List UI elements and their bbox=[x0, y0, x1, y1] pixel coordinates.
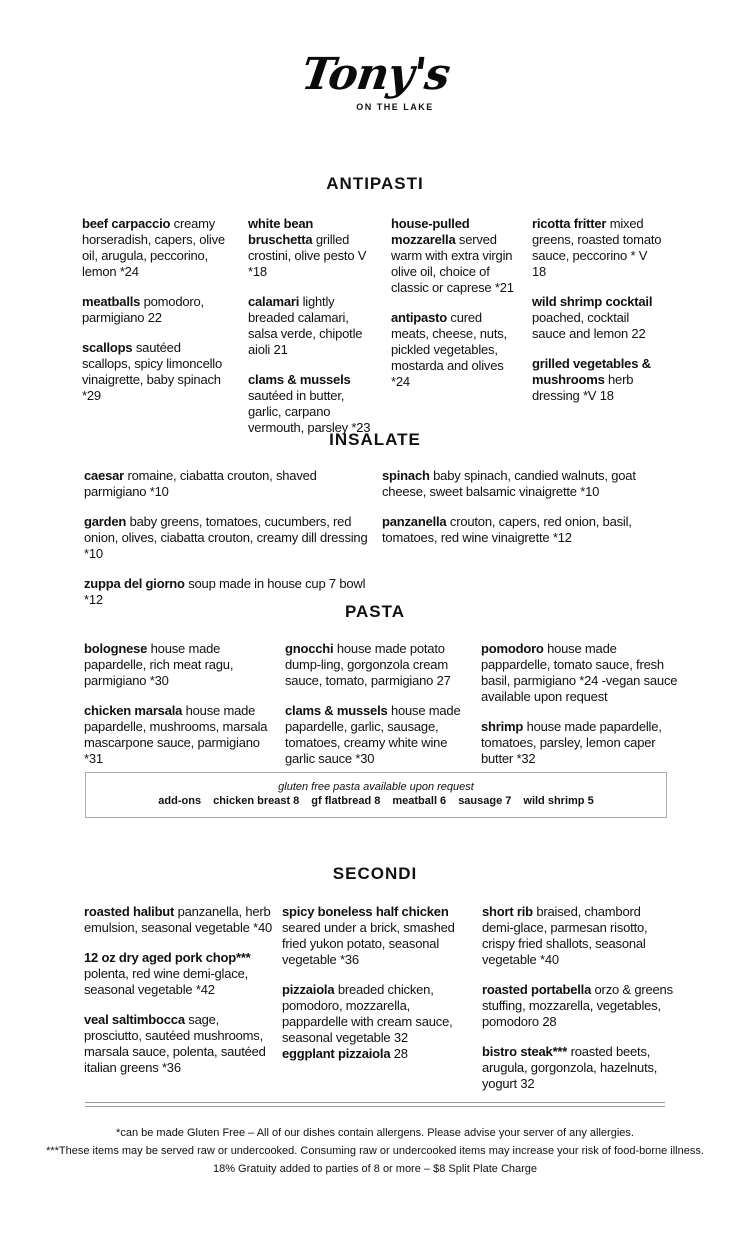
menu-item bbox=[282, 904, 472, 968]
menu-item bbox=[482, 1044, 674, 1092]
menu-item bbox=[82, 340, 232, 404]
addon-item: wild shrimp 5 bbox=[523, 795, 594, 807]
menu-item-name: calamari bbox=[248, 294, 300, 309]
menu-item-name: clams & mussels bbox=[285, 703, 388, 718]
menu-item-name: garden bbox=[84, 514, 127, 529]
footer-rule-top bbox=[85, 1102, 665, 1103]
menu-item-name: caesar bbox=[84, 468, 125, 483]
menu-item bbox=[82, 294, 232, 326]
addon-item: gf flatbread 8 bbox=[311, 795, 381, 807]
menu-item-description: house made papardelle, tomatoes, parsley, lemon caper butter *32 bbox=[481, 719, 662, 766]
gluten-free-note: gluten free pasta available upon request bbox=[278, 781, 474, 793]
menu-item bbox=[282, 982, 472, 1046]
menu-item bbox=[382, 514, 667, 546]
menu-item-name: short rib bbox=[482, 904, 533, 919]
menu-item-description: orzo & greens stuffing, mozzarella, vegetables, pomodoro 28 bbox=[482, 982, 673, 1029]
menu-item-description: herb dressing *V 18 bbox=[532, 372, 634, 403]
menu-item-name: spicy boneless half chicken bbox=[282, 904, 449, 919]
menu-item bbox=[482, 904, 674, 968]
menu-item bbox=[248, 372, 380, 436]
footer-line-1: *can be made Gluten Free – All of our dishes contain allergens. Please advise your server of any allergies. bbox=[116, 1127, 634, 1139]
menu-item-description: house made papardelle, rich meat ragu, parmigiano *30 bbox=[84, 641, 234, 688]
secondi-col-2 bbox=[282, 904, 472, 1076]
menu-item bbox=[285, 703, 475, 767]
menu-item-name: zuppa del giorno bbox=[84, 576, 185, 591]
menu-item-name: eggplant pizzaiola bbox=[282, 1046, 391, 1061]
section-title-secondi: SECONDI bbox=[332, 864, 418, 883]
menu-item-name: gnocchi bbox=[285, 641, 334, 656]
menu-item-description: braised, chambord demi-glace, parmesan risotto, crispy fried shallots, seasonal vegetable *40 bbox=[482, 904, 648, 967]
menu-item-name: white bean bruschetta bbox=[248, 216, 314, 247]
menu-item bbox=[84, 904, 274, 936]
menu-item-name: shrimp bbox=[481, 719, 524, 734]
menu-item-description: lightly breaded calamari, salsa verde, chipotle aioli 21 bbox=[248, 294, 363, 357]
menu-item-description: pomodoro, parmigiano 22 bbox=[82, 294, 204, 325]
antipasti-col-4 bbox=[532, 216, 662, 418]
menu-item-description: mixed greens, roasted tomato sauce, peccorino * V 18 bbox=[532, 216, 662, 279]
pasta-col-3 bbox=[481, 641, 681, 781]
logo bbox=[0, 49, 750, 112]
logo-subtitle: ON THE LAKE bbox=[356, 102, 434, 112]
menu-item bbox=[285, 641, 475, 689]
menu-item-name: house-pulled mozzarella bbox=[391, 216, 470, 247]
footer-rule-bottom bbox=[85, 1106, 665, 1107]
menu-item-description: seared under a brick, smashed fried yukon potato, seasonal vegetable *36 bbox=[282, 920, 455, 967]
menu-item bbox=[84, 1012, 274, 1076]
antipasti-col-3 bbox=[391, 216, 523, 404]
menu-item-name: bolognese bbox=[84, 641, 148, 656]
menu-item-description: polenta, red wine demi-glace, seasonal vegetable *42 bbox=[84, 966, 249, 997]
menu-item bbox=[532, 356, 662, 404]
menu-item-name: pizzaiola bbox=[282, 982, 335, 997]
addon-item: add-ons bbox=[158, 795, 202, 807]
menu-item-name: meatballs bbox=[82, 294, 141, 309]
menu-item-name: roasted halibut bbox=[84, 904, 175, 919]
menu-item bbox=[84, 641, 274, 689]
addons-box bbox=[85, 772, 667, 818]
menu-item bbox=[532, 216, 662, 280]
insalate-col-1 bbox=[84, 468, 372, 622]
menu-item-name: chicken marsala bbox=[84, 703, 183, 718]
menu-item bbox=[391, 216, 523, 296]
section-title-antipasti: ANTIPASTI bbox=[326, 174, 424, 193]
menu-item-name: spinach bbox=[382, 468, 430, 483]
menu-item-description: sautéed in butter, garlic, carpano vermouth, parsley *23 bbox=[248, 388, 371, 435]
secondi-col-3 bbox=[482, 904, 674, 1106]
menu-item bbox=[84, 468, 372, 500]
menu-item-description: sautéed scallops, spicy limoncello vinaigrette, baby spinach *29 bbox=[82, 340, 223, 403]
menu-item bbox=[248, 294, 380, 358]
menu-item-description: creamy horseradish, capers, olive oil, arugula, peccorino, lemon *24 bbox=[82, 216, 225, 279]
menu-item bbox=[84, 950, 274, 998]
antipasti-col-1 bbox=[82, 216, 232, 418]
addon-item: chicken breast 8 bbox=[213, 795, 300, 807]
menu-item-description: crouton, capers, red onion, basil, tomatoes, red wine vinaigrette *12 bbox=[382, 514, 632, 545]
logo-name: Tony's bbox=[298, 49, 453, 100]
menu-item-description: house made pappardelle, tomato sauce, fresh basil, parmigiano *24 -vegan sauce available upon request bbox=[481, 641, 678, 704]
menu-item-description: house made papardelle, garlic, sausage, tomatoes, creamy white wine garlic sauce *30 bbox=[285, 703, 461, 766]
menu-item-name: ricotta fritter bbox=[532, 216, 607, 231]
menu-item-description: house made potato dump-ling, gorgonzola cream sauce, tomato, parmigiano 27 bbox=[285, 641, 451, 688]
menu-item bbox=[84, 514, 372, 562]
menu-item bbox=[382, 468, 667, 500]
menu-item-description: panzanella, herb emulsion, seasonal vegetable *40 bbox=[84, 904, 273, 935]
menu-item-name: wild shrimp cocktail bbox=[532, 294, 653, 309]
menu-item-description: house made papardelle, mushrooms, marsala mascarpone sauce, parmigiano *31 bbox=[84, 703, 268, 766]
menu-item-description: baby greens, tomatoes, cucumbers, red onion, olives, ciabatta crouton, creamy dill dressing *10 bbox=[84, 514, 368, 561]
insalate-col-2 bbox=[382, 468, 667, 560]
pasta-col-2 bbox=[285, 641, 475, 781]
menu-item-name: grilled vegetables & mushrooms bbox=[532, 356, 651, 387]
menu-item bbox=[481, 641, 681, 705]
addon-item: sausage 7 bbox=[458, 795, 512, 807]
section-title-pasta: PASTA bbox=[344, 602, 406, 621]
menu-item-name: antipasto bbox=[391, 310, 447, 325]
footer-line-3: 18% Gratuity added to parties of 8 or more – $8 Split Plate Charge bbox=[212, 1163, 538, 1175]
menu-item-name: 12 oz dry aged pork chop*** bbox=[84, 950, 251, 965]
menu-item-description: served warm with extra virgin olive oil, choice of classic or caprese *21 bbox=[391, 232, 514, 295]
menu-item-description: 28 bbox=[393, 1046, 408, 1061]
menu-item-description: cured meats, cheese, nuts, pickled vegetables, mostarda and olives *24 bbox=[391, 310, 507, 389]
menu-item-description: breaded chicken, pomodoro, mozzarella, pappardelle with cream sauce, seasonal vegetable 32 bbox=[282, 982, 453, 1045]
menu-item-description: baby spinach, candied walnuts, goat cheese, sweet balsamic vinaigrette *10 bbox=[382, 468, 636, 499]
secondi-col-1 bbox=[84, 904, 274, 1090]
antipasti-col-2 bbox=[248, 216, 380, 450]
menu-item-name: roasted portabella bbox=[482, 982, 592, 997]
footer-line-2: ***These items may be served raw or undercooked. Consuming raw or undercooked items may increase your risk of food-borne illness. bbox=[46, 1145, 704, 1157]
menu-item bbox=[482, 982, 674, 1030]
addons-list bbox=[86, 795, 666, 807]
menu-item bbox=[532, 294, 662, 342]
menu-item-description: poached, cocktail sauce and lemon 22 bbox=[532, 310, 646, 341]
menu-item bbox=[282, 1046, 472, 1062]
menu-item-description: grilled crostini, olive pesto V *18 bbox=[248, 232, 367, 279]
menu-item-name: beef carpaccio bbox=[82, 216, 171, 231]
menu-item-description: soup made in house cup 7 bowl *12 bbox=[84, 576, 366, 607]
menu-item-name: panzanella bbox=[382, 514, 447, 529]
addon-item: meatball 6 bbox=[392, 795, 447, 807]
menu-item-description: roasted beets, arugula, gorgonzola, hazelnuts, yogurt 32 bbox=[482, 1044, 658, 1091]
menu-item-name: clams & mussels bbox=[248, 372, 351, 387]
footer bbox=[0, 1124, 750, 1178]
section-title-insalate: INSALATE bbox=[329, 430, 421, 449]
menu-item-name: scallops bbox=[82, 340, 133, 355]
menu-item-description: romaine, ciabatta crouton, shaved parmigiano *10 bbox=[84, 468, 317, 499]
menu-item bbox=[84, 703, 274, 767]
menu-item-description: sage, prosciutto, sautéed mushrooms, marsala sauce, polenta, sautéed italian greens *36 bbox=[84, 1012, 266, 1075]
menu-item-name: pomodoro bbox=[481, 641, 544, 656]
menu-item bbox=[248, 216, 380, 280]
menu-item bbox=[391, 310, 523, 390]
menu-item bbox=[481, 719, 681, 767]
menu-item bbox=[82, 216, 232, 280]
pasta-col-1 bbox=[84, 641, 274, 781]
menu-item-name: veal saltimbocca bbox=[84, 1012, 185, 1027]
menu-item-name: bistro steak*** bbox=[482, 1044, 568, 1059]
